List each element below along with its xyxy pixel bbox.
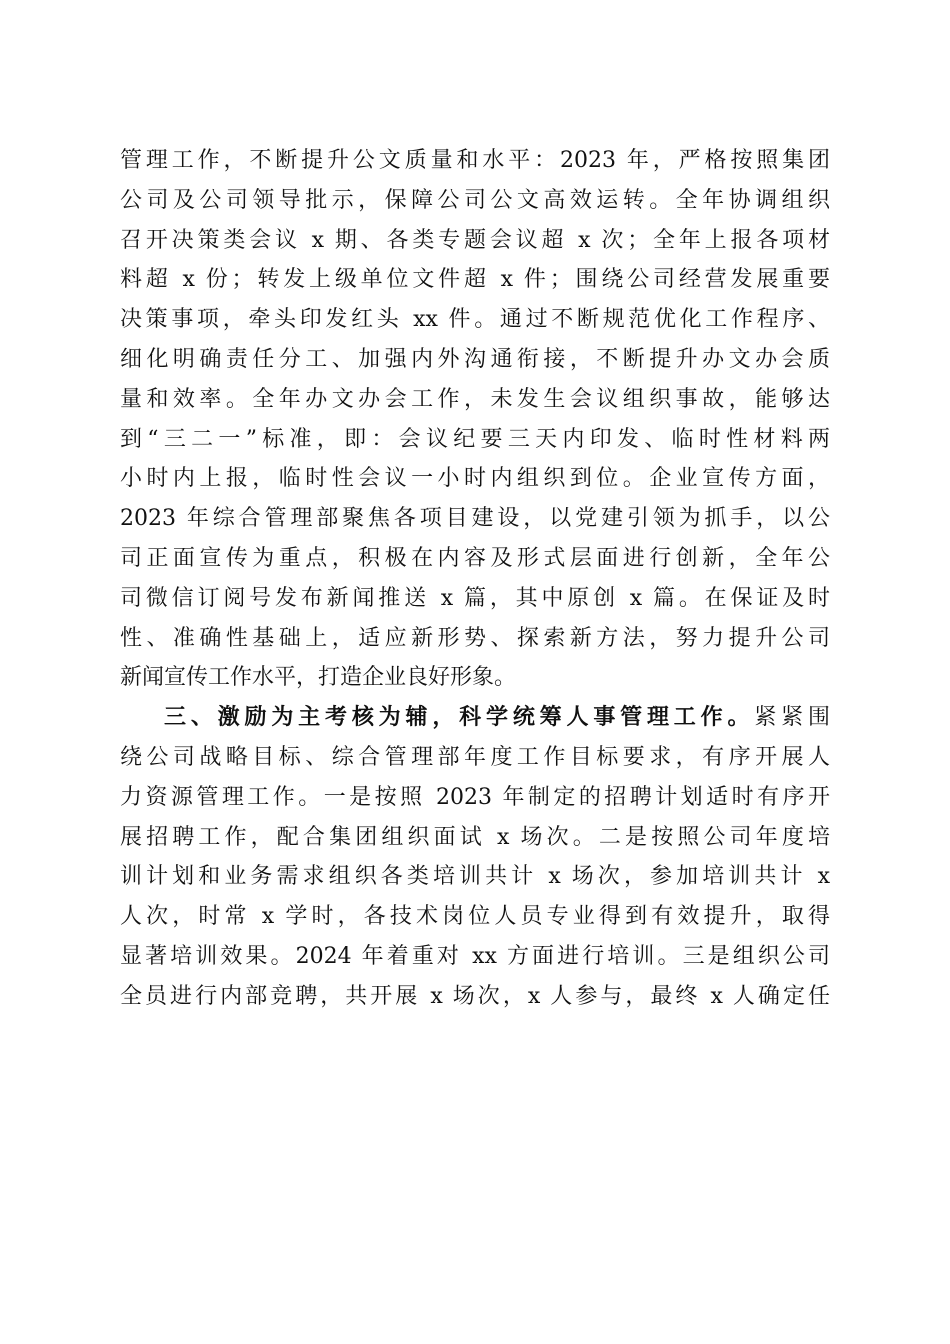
paragraph-1 <box>120 141 830 698</box>
text-line: 公司及公司领导批示，保障公司公文高效运转。全年协调组织 <box>120 187 830 213</box>
text-line: 全员进行内部竞聘，共开展 x 场次，x 人参与，最终 x 人确定任 <box>120 983 830 1009</box>
text-line: 料超 x 份；转发上级单位文件超 x 件；围绕公司经营发展重要 <box>120 267 830 293</box>
text-line: 训计划和业务需求组织各类培训共计 x 场次，参加培训共计 x <box>120 864 830 890</box>
text-line: 量和效率。全年办文办会工作，未发生会议组织事故，能够达 <box>120 386 830 412</box>
text-line: 到“三二一”标准，即：会议纪要三天内印发、临时性材料两 <box>120 426 830 452</box>
section-first-line <box>120 698 830 738</box>
text-line: 人次，时常 x 学时，各技术岗位人员专业得到有效提升，取得 <box>120 904 830 930</box>
text-line: 新闻宣传工作水平，打造企业良好形象。 <box>120 665 517 691</box>
text-line: 力资源管理工作。一是按照 2023 年制定的招聘计划适时有序开 <box>120 784 830 810</box>
text-line: 绕公司战略目标、综合管理部年度工作目标要求，有序开展人 <box>120 744 830 770</box>
text-line: 展招聘工作，配合集团组织面试 x 场次。二是按照公司年度培 <box>120 824 830 850</box>
text-line: 2023 年综合管理部聚焦各项目建设，以党建引领为抓手，以公 <box>120 506 830 532</box>
text-line: 性、准确性基础上，适应新形势、探索新方法，努力提升公司 <box>120 625 830 651</box>
text-line: 细化明确责任分工、加强内外沟通衔接，不断提升办文办会质 <box>120 346 830 372</box>
section-heading-rest: 紧紧围 <box>754 705 830 731</box>
text-line: 管理工作，不断提升公文质量和水平：2023 年，严格按照集团 <box>120 148 830 173</box>
text-line: 召开决策类会议 x 期、各类专题会议超 x 次；全年上报各项材 <box>120 227 830 253</box>
text-line: 司微信订阅号发布新闻推送 x 篇，其中原创 x 篇。在保证及时 <box>120 585 830 611</box>
text-line: 司正面宣传为重点，积极在内容及形式层面进行创新，全年公 <box>120 545 830 571</box>
text-line: 决策事项，牵头印发红头 xx 件。通过不断规范优化工作程序、 <box>120 307 830 333</box>
body-text <box>120 141 830 1017</box>
text-line: 小时内上报，临时性会议一小时内组织到位。企业宣传方面， <box>120 466 830 492</box>
text-line: 显著培训效果。2024 年着重对 xx 方面进行培训。三是组织公司 <box>120 943 830 969</box>
section-heading: 三、激励为主考核为辅，科学统筹人事管理工作。 <box>164 704 755 731</box>
paragraph-2 <box>120 698 830 1016</box>
